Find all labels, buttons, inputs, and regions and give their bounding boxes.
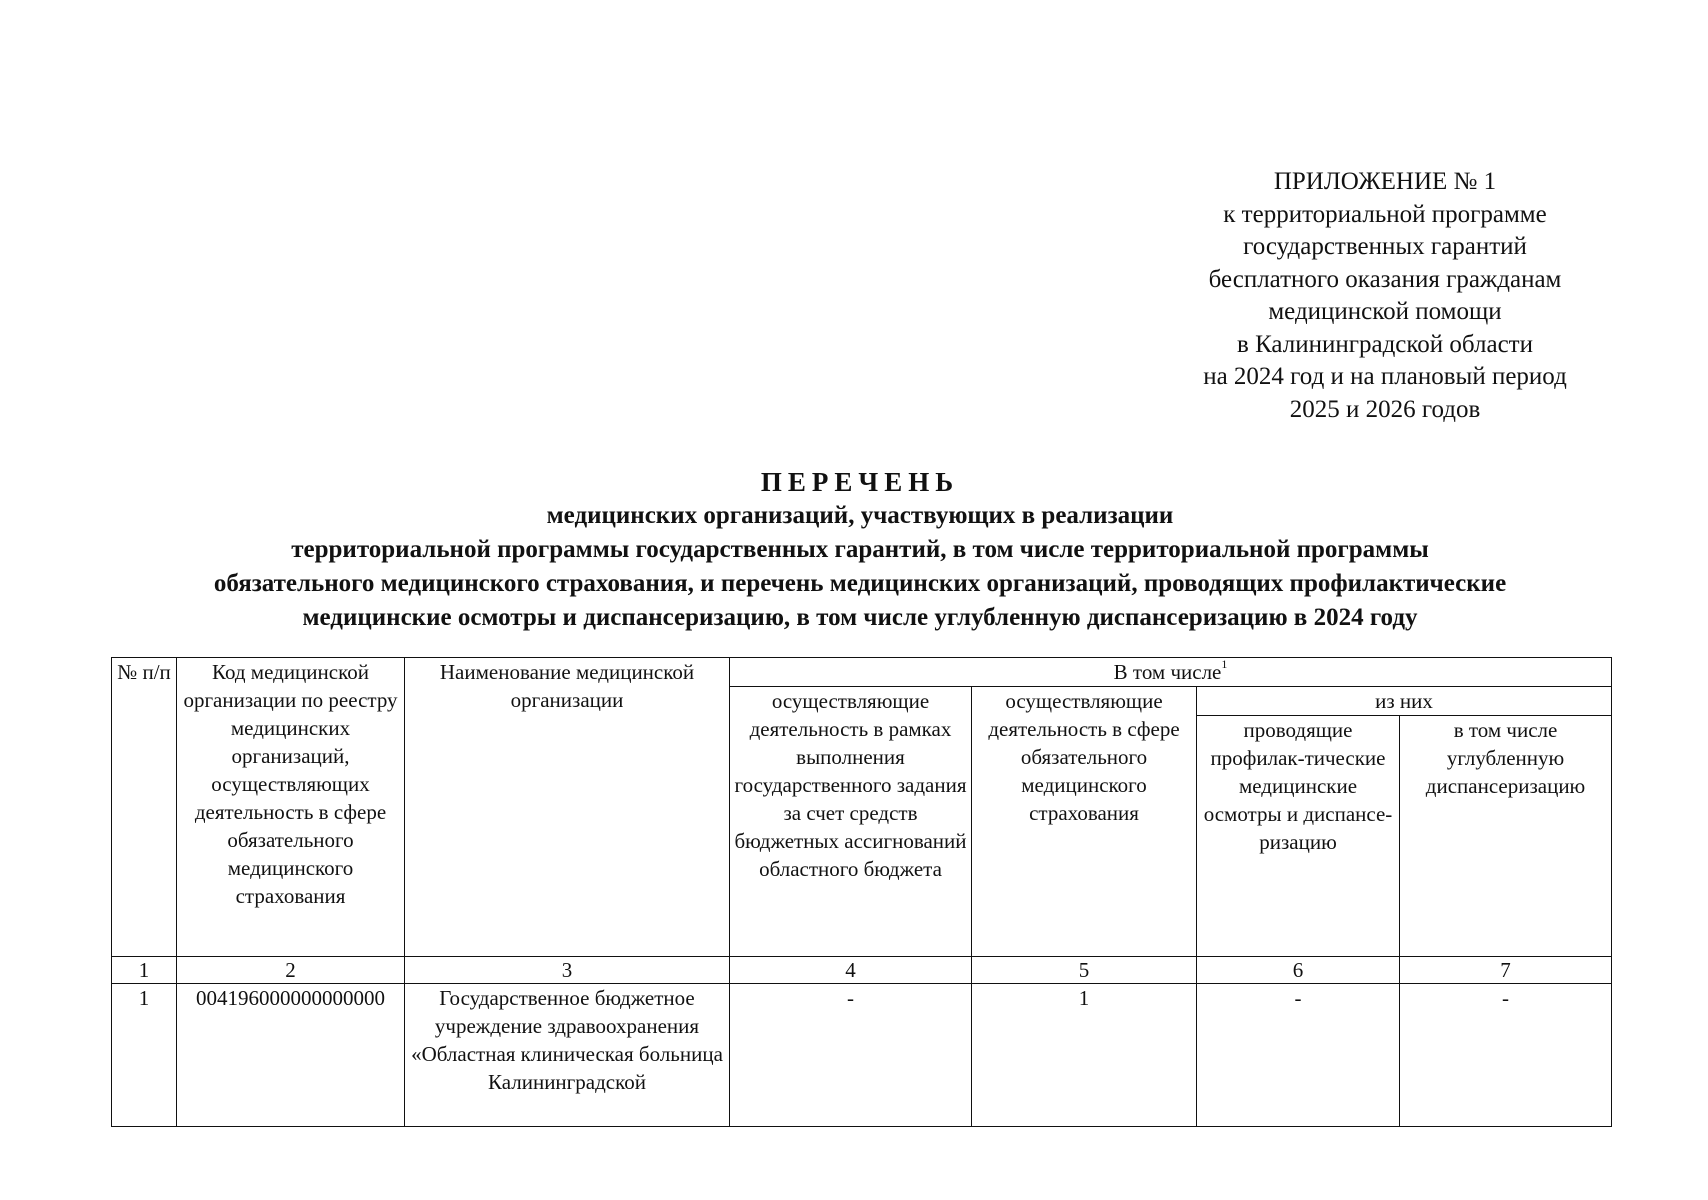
header-checkups: проводящие профилак-тические медицинские осмотры и диспансе-ризацию xyxy=(1197,716,1400,957)
value-state-task: - xyxy=(730,984,972,1127)
value-oms: 1 xyxy=(972,984,1197,1127)
heading-line: обязательного медицинского страхования, и перечень медицинских организаций, проводящих профилактические xyxy=(213,570,1507,597)
header-oms: осуществляющие деятельность в сфере обязательного медицинского страхования xyxy=(972,687,1197,957)
table-row xyxy=(112,984,1612,1127)
heading-line: медицинские осмотры и диспансеризацию, в том числе углубленную диспансеризацию в 2024 году xyxy=(302,604,1418,631)
heading-line: медицинских организаций, участвующих в реализации xyxy=(546,502,1174,529)
header-subgroup: из них xyxy=(1197,687,1612,716)
annex-line: к территориальной программе xyxy=(1223,200,1547,228)
annex-line: 2025 и 2026 годов xyxy=(1289,395,1481,423)
value-checkups: - xyxy=(1197,984,1400,1127)
column-number: 3 xyxy=(405,957,730,984)
annex-block xyxy=(1160,166,1610,426)
header-name: Наименование медицинской организации xyxy=(405,658,730,957)
column-number: 6 xyxy=(1197,957,1400,984)
annex-line: медицинской помощи xyxy=(1268,298,1502,325)
column-number: 5 xyxy=(972,957,1197,984)
annex-line: в Калининградской области xyxy=(1237,330,1533,358)
annex-title: ПРИЛОЖЕНИЕ № 1 xyxy=(1273,168,1497,195)
header-group-label: В том числе xyxy=(1113,660,1222,684)
footnote-marker: 1 xyxy=(1221,657,1228,671)
heading-line: территориальной программы государственных гарантий, в том числе территориальной программы xyxy=(291,536,1429,563)
column-number: 4 xyxy=(730,957,972,984)
annex-line: бесплатного оказания гражданам xyxy=(1208,265,1562,293)
header-group xyxy=(730,658,1612,687)
header-state-task: осуществляющие деятельность в рамках выполнения государственного задания за счет средств бюджетных ассигнований областного бюджета xyxy=(730,687,972,957)
document-title: ПЕРЕЧЕНЬ xyxy=(760,467,960,497)
column-number: 7 xyxy=(1400,957,1612,984)
annex-line: на 2024 год и на плановый период xyxy=(1203,363,1567,390)
column-number: 1 xyxy=(112,957,177,984)
organizations-table xyxy=(111,657,1612,1127)
row-number: 1 xyxy=(112,984,177,1127)
header-deep-checkups: в том числе углубленную диспансеризацию xyxy=(1400,716,1612,957)
value-deep-checkups: - xyxy=(1400,984,1612,1127)
header-code: Код медицинской организации по реестру медицинских организаций, осуществляющих деятельность в сфере обязательного медицинского страхования xyxy=(177,658,405,957)
column-number: 2 xyxy=(177,957,405,984)
organization-code: 004196000000000000 xyxy=(177,984,405,1127)
document-heading xyxy=(70,465,1650,635)
header-number: № п/п xyxy=(112,658,177,957)
organization-name: Государственное бюджетное учреждение здравоохранения «Областная клиническая больница Калининградской xyxy=(405,984,730,1127)
annex-line: государственных гарантий xyxy=(1243,233,1527,260)
